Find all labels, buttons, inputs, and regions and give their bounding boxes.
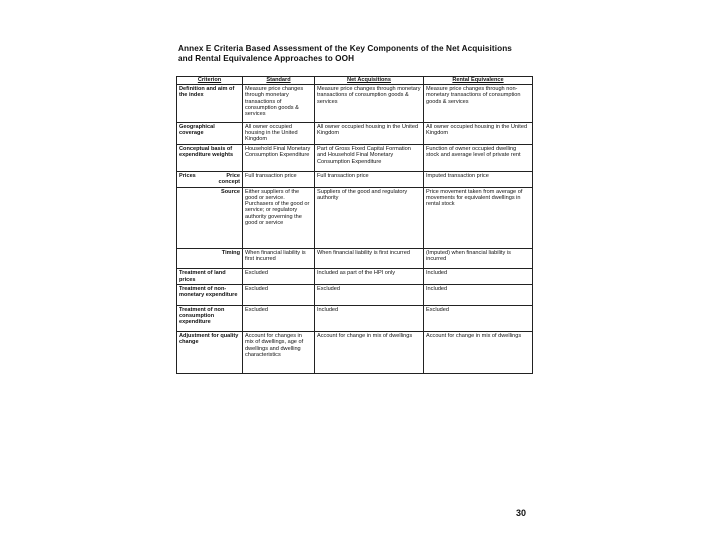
net-acquisitions-cell: Measure price changes through monetary transactions of consumption goods & services [315,85,424,123]
table-row [177,187,533,248]
table-row [177,269,533,285]
table-row [177,285,533,305]
column-header-standard: Standard [243,77,315,85]
criterion-cell: Definition and aim of the index [177,85,243,123]
net-acquisitions-cell: Excluded [315,285,424,305]
rental-equivalence-cell: Price movement taken from average of movements for equivalent dwellings in rental stock [424,187,533,248]
sub-criterion-label: Source [221,188,240,195]
standard-cell: Either suppliers of the good or service. Purchasers of the good or service; or regulatory authority governing the good or service [243,187,315,248]
criterion-cell: Conceptual basis of expenditure weights [177,145,243,172]
criterion-cell: Treatment of land prices [177,269,243,285]
net-acquisitions-cell: Included as part of the HPI only [315,269,424,285]
criterion-label: Prices [179,172,196,179]
table-row [177,171,533,187]
standard-cell: Measure price changes through monetary transactions of consumption goods & services [243,85,315,123]
criterion-cell: Geographical coverage [177,122,243,144]
net-acquisitions-cell: Full transaction price [315,171,424,187]
table-row [177,122,533,144]
net-acquisitions-cell: When financial liability is first incurred [315,248,424,268]
criterion-cell [177,187,243,248]
criterion-cell: Adjustment for quality change [177,332,243,374]
criterion-cell [177,248,243,268]
net-acquisitions-cell: Suppliers of the good and regulatory authority [315,187,424,248]
assessment-table [176,76,533,374]
page-number: 30 [516,508,527,518]
table-row [177,145,533,172]
rental-equivalence-cell: Imputed transaction price [424,171,533,187]
table-header-row [177,77,533,85]
table-row [177,332,533,374]
sub-criterion-label: Timing [221,249,240,256]
column-header-rental-equivalence: Rental Equivalence [424,77,533,85]
criterion-cell: Treatment of non-monetary expenditure [177,285,243,305]
net-acquisitions-cell: Included [315,305,424,332]
sub-criterion-label: Price concept [218,172,240,185]
rental-equivalence-cell: Included [424,285,533,305]
column-header-criterion: Criterion [177,77,243,85]
standard-cell: When financial liability is first incurred [243,248,315,268]
table-row [177,85,533,123]
rental-equivalence-cell: Account for change in mix of dwellings [424,332,533,374]
standard-cell: Household Final Monetary Consumption Expenditure [243,145,315,172]
criterion-cell [177,171,243,187]
rental-equivalence-cell: All owner occupied housing in the United Kingdom [424,122,533,144]
rental-equivalence-cell: Measure price changes through non-monetary transactions of consumption goods & services [424,85,533,123]
standard-cell: Full transaction price [243,171,315,187]
rental-equivalence-cell: (Imputed) when financial liability is incurred [424,248,533,268]
criterion-cell: Treatment of non consumption expenditure [177,305,243,332]
rental-equivalence-cell: Excluded [424,305,533,332]
standard-cell: All owner occupied housing in the United Kingdom [243,122,315,144]
net-acquisitions-cell: All owner occupied housing in the United Kingdom [315,122,424,144]
document-title: Annex E Criteria Based Assessment of the Key Components of the Net Acquisitions and Rental Equivalence Approaches to OOH [178,44,512,63]
standard-cell: Account for changes in mix of dwellings, age of dwellings and dwelling characteristics [243,332,315,374]
column-header-net-acquisitions: Net Acquisitions [315,77,424,85]
rental-equivalence-cell: Included [424,269,533,285]
standard-cell: Excluded [243,285,315,305]
rental-equivalence-cell: Function of owner occupied dwelling stock and average level of private rent [424,145,533,172]
standard-cell: Excluded [243,269,315,285]
standard-cell: Excluded [243,305,315,332]
table-row [177,248,533,268]
table-row [177,305,533,332]
net-acquisitions-cell: Account for change in mix of dwellings [315,332,424,374]
net-acquisitions-cell: Part of Gross Fixed Capital Formation and Household Final Monetary Consumption Expenditure [315,145,424,172]
